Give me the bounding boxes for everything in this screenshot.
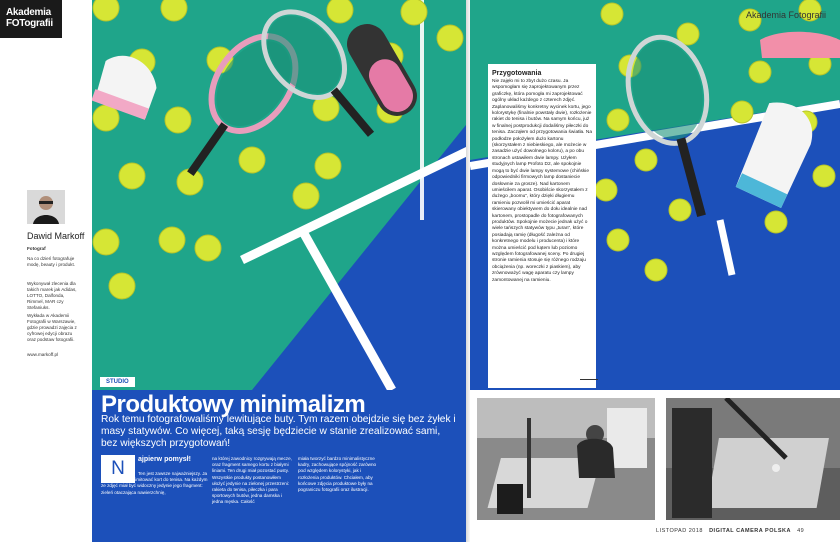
author-bio-3: Wykłada w Akademii Fotografii w Warszawie, gdzie prowadzi zajęcia z cyfrowej edycji obrazu oraz podstaw fotografii. [27, 313, 77, 342]
article-column-3: miała tworzyć bardzo minimalistyczne kadry, zachowujące spójność zarówno pod względem kolorystyki, jak i rozłożenia produktów. Chciałem, aby końcowe zdjęcia produktowe były na pograniczu fotografii oraz ilustracji. [298, 456, 377, 493]
author-name: Dawid Markoff [27, 231, 85, 241]
footer-issue: LISTOPAD 2018 [656, 528, 703, 534]
author-role: Fotograf [27, 246, 46, 251]
tennis-court-photo-left [92, 0, 470, 390]
sidebar-heading: Przygotowania [492, 70, 542, 77]
article-title: Produktowy minimalizm [101, 391, 366, 418]
page-footer [656, 528, 804, 534]
right-page [470, 0, 840, 542]
author-url[interactable]: www.markoff.pl [27, 352, 59, 357]
article-column-2: na której zawodnicy rozgrywają mecze, oraz fragment samego kortu z białymi liniami. Ten drugi miał pozostać pusty. Wszystkie produkty postanowiłem ułożyć jedynie na zielonej przestrzeni: rakieta do tenisa, piłeczka i para sportowych butów, jedna damska i jedna męska. Całość [212, 456, 292, 505]
behind-the-scenes-photo-2 [666, 398, 840, 520]
preparation-sidebar [488, 64, 596, 388]
article-column-1: Ten jest zawsze najważniejszy. Ja postanowiłem zaimitować kort do tenisa. Na każdym ze zdjęć miał być widoczny jedynie jego fragment: zieleń otaczająca nawierzchnię, [101, 471, 208, 495]
continue-arrow-icon [580, 379, 598, 380]
footer-title: DIGITAL CAMERA POLSKA [709, 528, 791, 534]
author-photo [27, 190, 65, 224]
page-number: 49 [797, 528, 805, 534]
dropcap: N [101, 455, 135, 483]
magazine-header-right: Akademia Fotografii [745, 10, 826, 20]
author-bio-1: Na co dzień fotografuje modę, beauty i produkt. [27, 256, 76, 267]
sidebar-body: Nie zajęło mi to zbyt dużo czasu. Ja wspomogłam się zaprojektowanym przez graficzkę, która pomogła mi zaprojektować ogólny układ każdego z czterech zdjęć. Zaplanowaliśmy konkretny wycinek kortu, jego kolorystykę (finalnie powstały dwie), rozłożenie rakiet do tenisa i butów. Na samym końcu, już w finalnej postprodukcji dodaliśmy piłeczki do tenisa. Zacząłem od przygotowania światła. Na podłodze położyłem dużo kartonu (skorzystałem z niebieskiego, ale możecie w zasadzie użyć dowolnego koloru), a po obu stronach ustawiłem dwie lampy. Użyłem studyjnych lamp Profoto D2, ale spokojnie mogą to być dwie lampy systemowe (chińskie odpowiedniki firmowych lamp dostaniecie dosłownie za grosze). Nad kartonem umieściłem aparat. Osobiście skorzystałem z dużego „boomu”, który dzięki długiemu ramieniu pozwolił mi umieścić aparat skierowany obiektywem do dołu idealnie nad kartonem, prostopadle do fotografowanych produktów. Spokojnie możecie jednak użyć o wiele tańszych statywów typu „turan”, które posiadają ramię (długość zależna od konkretnego modelu i producenta) i które można umieścić pod kątem lub poziomo względem fotografowanej sceny. Po drugiej stronie ramienia stosuje się różnego rodzaju obciążenia (np. woreczki z piaskiem), aby zrównoważyć wagę aparatu czy lampy zamontowanej na ramieniu. [492, 79, 592, 283]
author-bio-2: Wykonywał zlecenia dla takich marek jak Adidas, LOTTO, Dalfonda, Rimmel, MAR czy Stefaniuks. [27, 281, 77, 310]
article-column-1-lead: ajpierw pomysł! [138, 456, 191, 463]
section-badge: STUDIO [100, 377, 135, 387]
magazine-logo: Akademia FOTografii [0, 0, 62, 38]
article-lede: Rok temu fotografowaliśmy lewitujące buty. Tym razem obejdzie się bez żyłek i masy statywów. Co więcej, taką sesję będziecie w stanie zrealizować sami, bez większych przygotowań! [101, 414, 456, 449]
behind-the-scenes-photo-1 [477, 398, 655, 520]
